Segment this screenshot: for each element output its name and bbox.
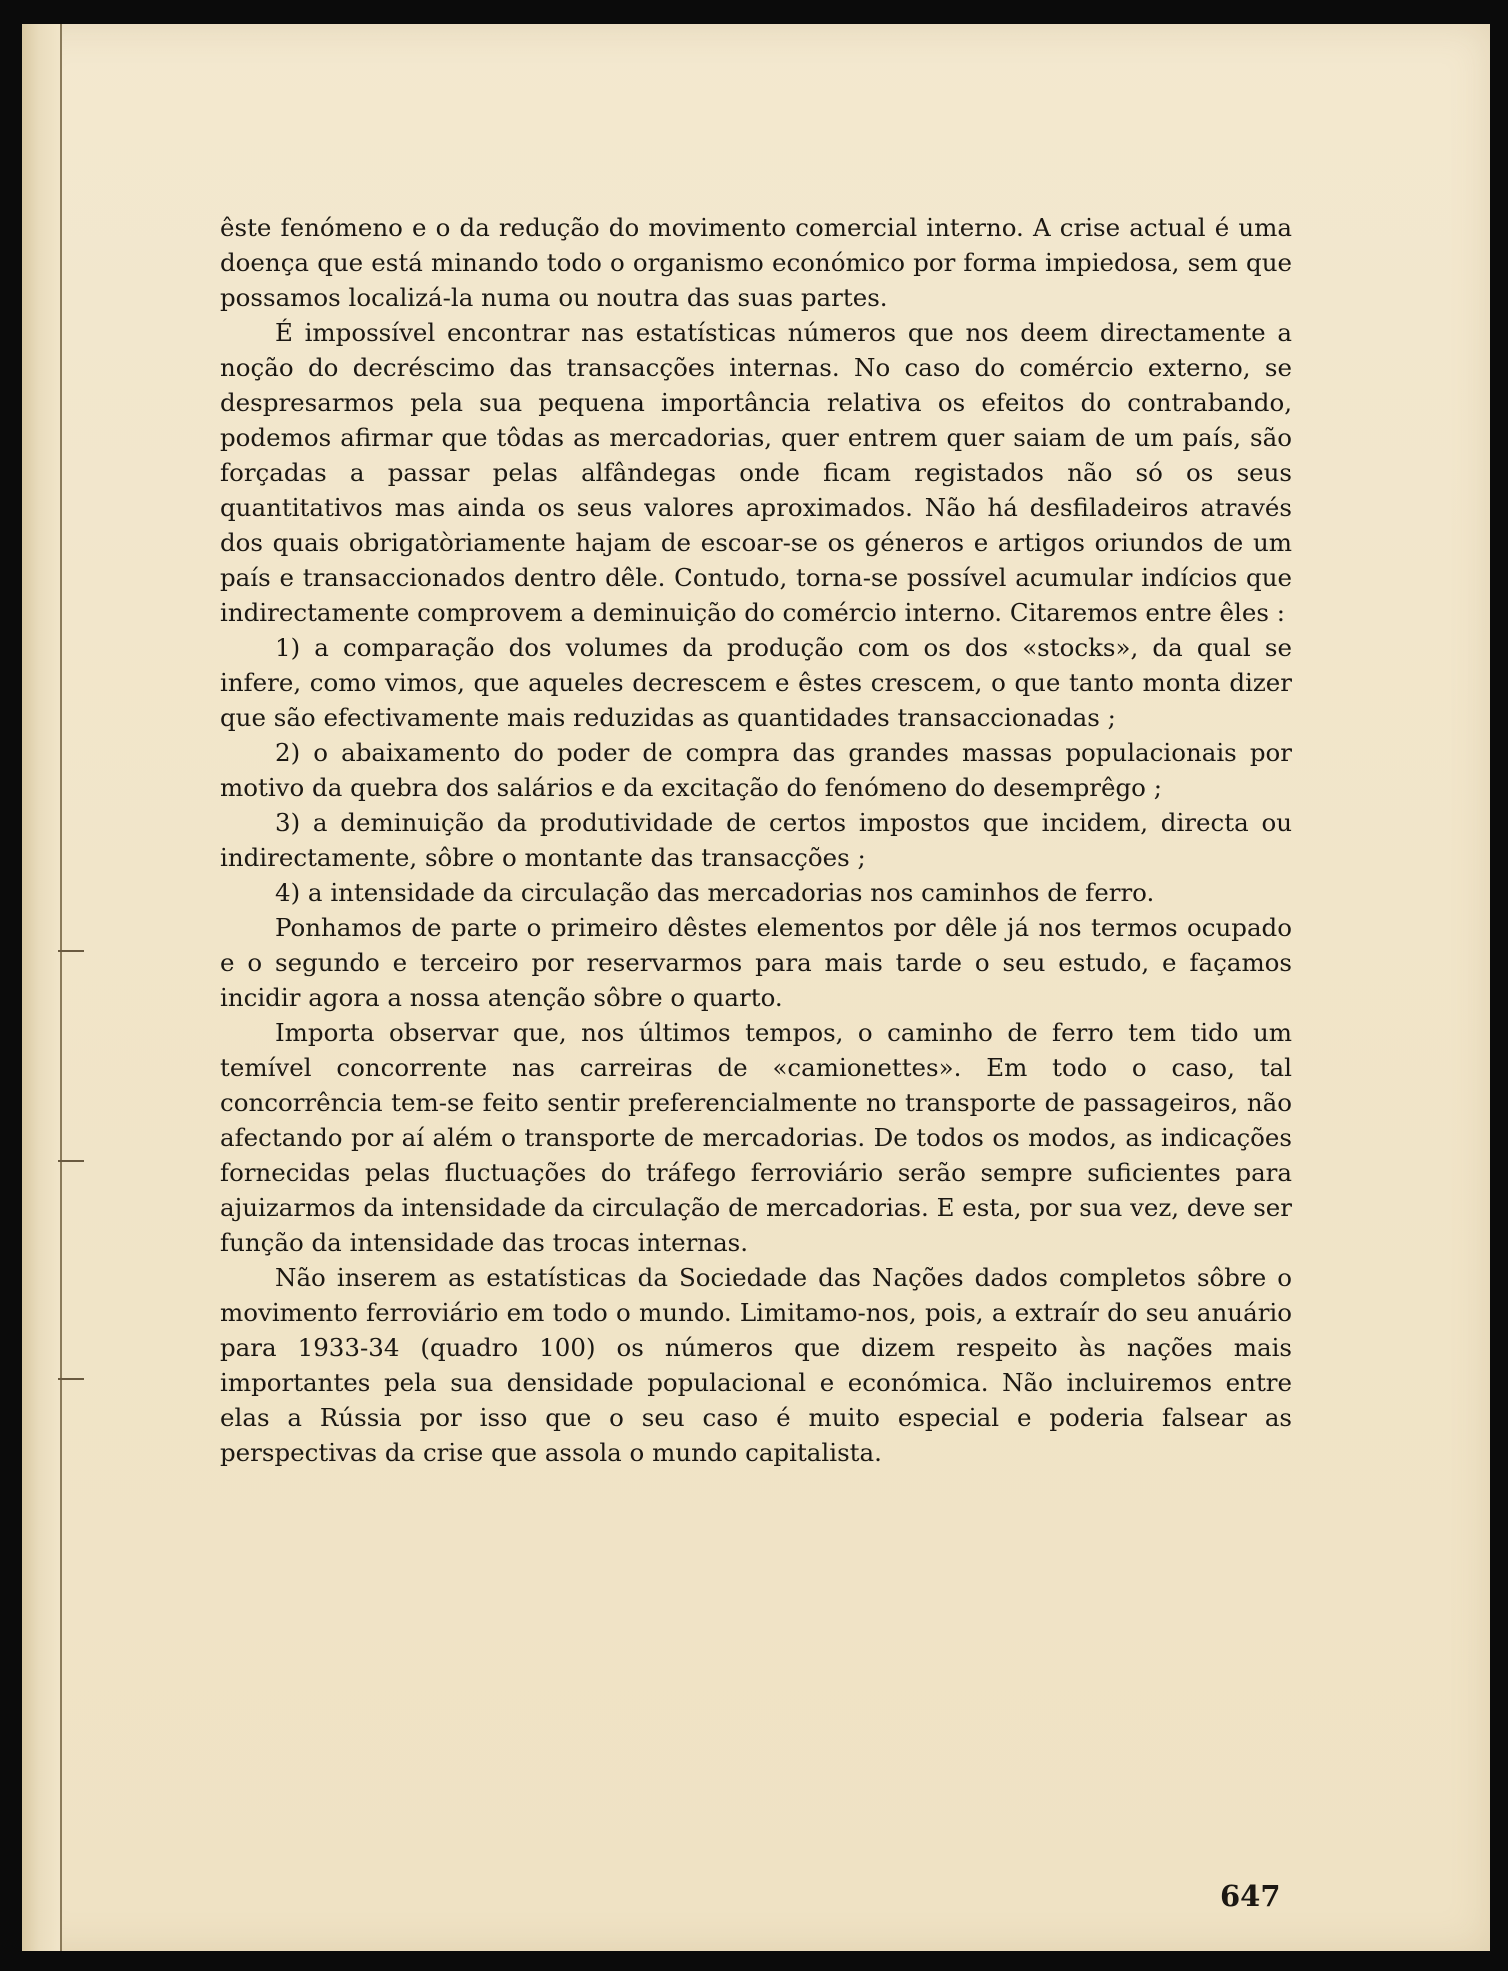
book-page — [22, 24, 1490, 1951]
body-text — [220, 210, 1292, 1470]
paragraph: Ponhamos de parte o primeiro dêstes elementos por dêle já nos termos ocupado e o segundo e terceiro por reservarmos para mais tarde o seu estudo, e façamos incidir agora a nossa atenção sôbre o quarto. — [220, 913, 1292, 1012]
margin-tick-mark — [58, 1160, 84, 1162]
paragraph: É impossível encontrar nas estatísticas números que nos deem directamente a noção do decréscimo das transacções internas. No caso do comércio externo, se despresarmos pela sua pequena importância relativa os efeitos do contrabando, podemos afirmar que tôdas as mercadorias, quer entrem quer saiam de um país, são forçadas a passar pelas alfândegas onde ficam registados não só os seus quantitativos mas ainda os seus valores aproximados. Não há desfiladeiros através dos quais obrigatòriamente hajam de escoar-se os géneros e artigos oriundos de um país e transaccionados dentro dêle. Contudo, torna-se possível acumular indícios que indirectamente comprovem a deminuição do comércio interno. Citaremos entre êles : — [220, 318, 1292, 627]
paragraph: Não inserem as estatísticas da Sociedade das Nações dados completos sôbre o movimento ferroviário em todo o mundo. Limitamo-nos, pois, a extraír do seu anuário para 1933-34 (quadro 100) os números que dizem respeito às nações mais importantes pela sua densidade populacional e económica. Não incluiremos entre elas a Rússia por isso que o seu caso é muito especial e poderia falsear as perspectivas da crise que assola o mundo capitalista. — [220, 1263, 1292, 1467]
margin-tick-mark — [58, 950, 84, 952]
list-item-4: 4) a intensidade da circulação das mercadorias nos caminhos de ferro. — [275, 878, 1155, 907]
margin-tick-mark — [58, 1378, 84, 1380]
paragraph: Importa observar que, nos últimos tempos, o caminho de ferro tem tido um temível concorrente nas carreiras de «camionettes». Em todo o caso, tal concorrência tem-se feito sentir preferencialmente no transporte de passageiros, não afectando por aí além o transporte de mercadorias. De todos os modos, as indicações fornecidas pelas fluctuações do tráfego ferroviário serão sempre suficientes para ajuizarmos da intensidade da circulação de mercadorias. E esta, por sua vez, deve ser função da intensidade das trocas internas. — [220, 1018, 1292, 1257]
list-item-2: 2) o abaixamento do poder de compra das grandes massas populacionais por motivo da quebra dos salários e da excitação do fenómeno do desemprêgo ; — [220, 738, 1292, 802]
page-spine-edge — [22, 24, 62, 1951]
list-item-1: 1) a comparação dos volumes da produção com os dos «stocks», da qual se infere, como vimos, que aqueles decrescem e êstes crescem, o que tanto monta dizer que são efectivamente mais reduzidas as quantidades transaccionadas ; — [220, 633, 1292, 732]
paragraph-continuation: êste fenómeno e o da redução do movimento comercial interno. A crise actual é uma doença que está minando todo o organismo económico por forma impiedosa, sem que possamos localizá-la numa ou noutra das suas partes. — [220, 213, 1292, 312]
list-item-3: 3) a deminuição da produtividade de certos impostos que incidem, directa ou indirectamente, sôbre o montante das transacções ; — [220, 808, 1292, 872]
page-number: 647 — [1220, 1879, 1281, 1913]
